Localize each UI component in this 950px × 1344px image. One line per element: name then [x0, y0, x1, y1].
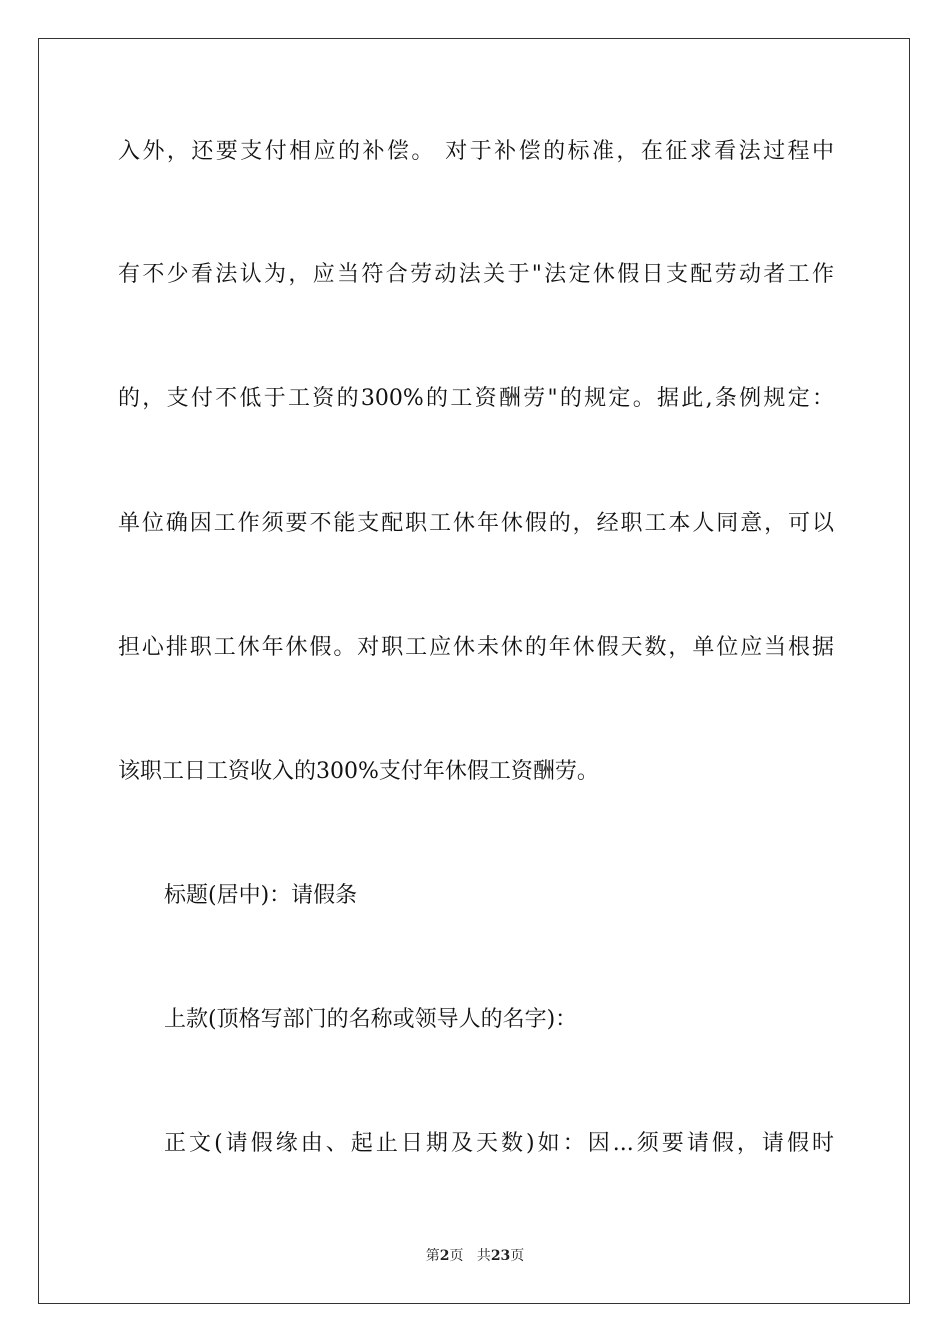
page-number: 2: [439, 1248, 450, 1264]
body-line-5: 担心排职工休年休假。对职工应休未休的年休假天数，单位应当根据: [118, 635, 834, 660]
body-line-3: 的，支付不低于工资的300%的工资酬劳"的规定。据此,条例规定：: [118, 386, 834, 411]
page-suffix: 页: [449, 1248, 464, 1264]
total-prefix: 共: [476, 1248, 491, 1264]
heading-line-title: 标题(居中)：请假条: [164, 883, 358, 908]
page-prefix: 第: [425, 1248, 440, 1264]
body-line-4: 单位确因工作须要不能支配职工休年休假的，经职工本人同意，可以: [118, 511, 834, 536]
body-line-2: 有不少看法认为，应当符合劳动法关于"法定休假日支配劳动者工作: [118, 262, 834, 287]
body-line-6: 该职工日工资收入的300%支付年休假工资酬劳。: [118, 759, 599, 784]
body-line-1: 入外，还要支付相应的补偿。 对于补偿的标准，在征求看法过程中: [118, 139, 834, 164]
page-border: [38, 38, 910, 1304]
total-pages: 23: [490, 1248, 511, 1264]
total-suffix: 页: [510, 1248, 525, 1264]
heading-line-recipient: 上款(顶格写部门的名称或领导人的名字)：: [164, 1007, 578, 1032]
heading-line-body: 正文(请假缘由、起止日期及天数)如：因...须要请假，请假时: [164, 1131, 834, 1156]
page-footer: [0, 1247, 950, 1265]
